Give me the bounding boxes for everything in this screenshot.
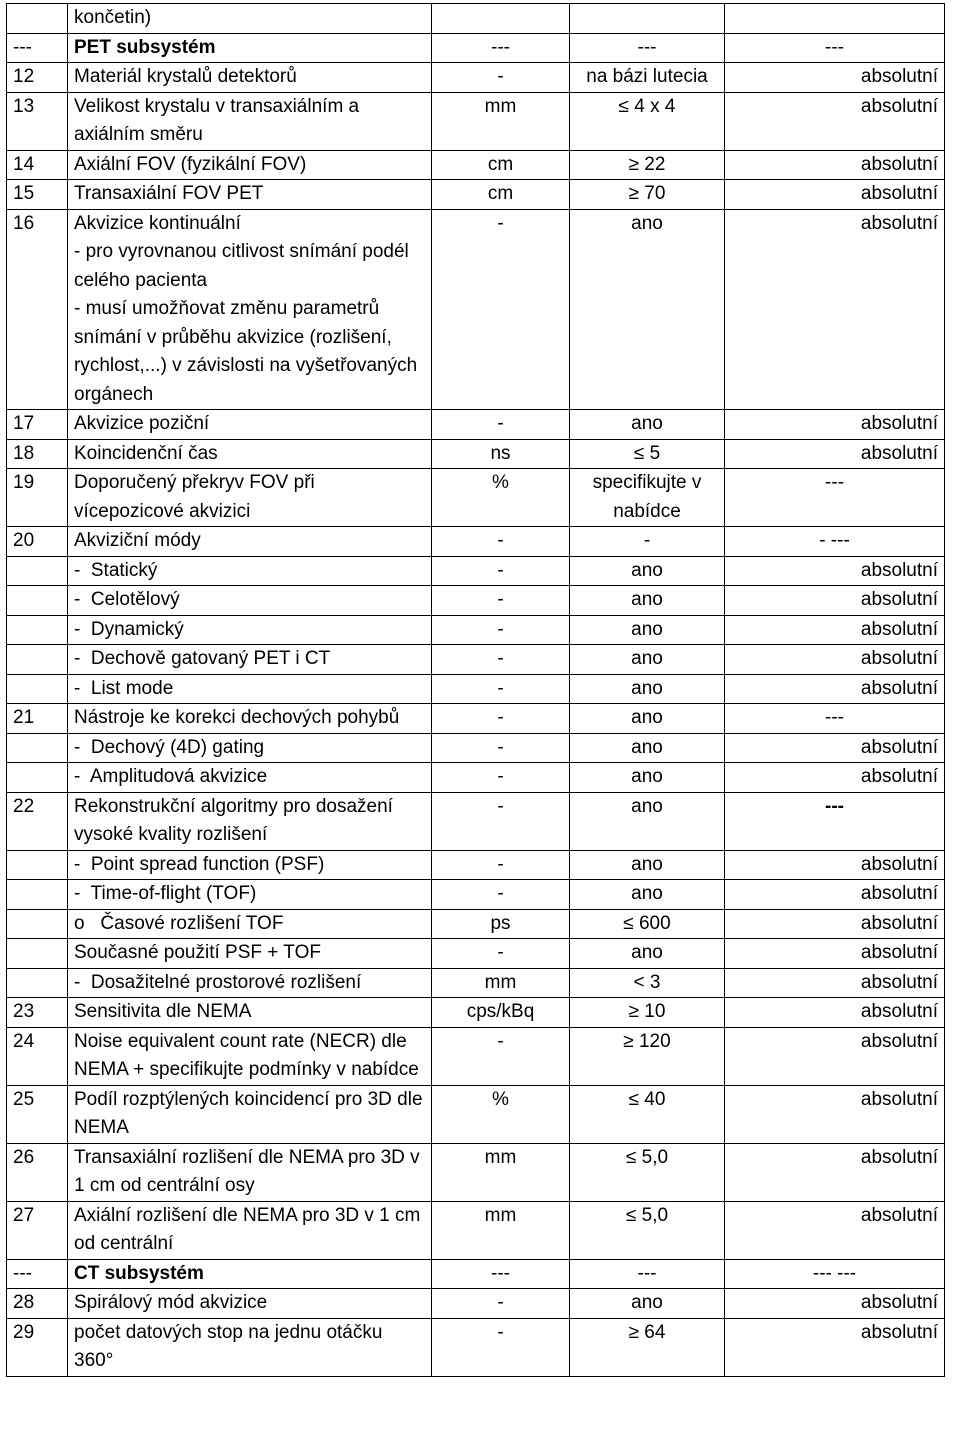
parameter-name-cell [68,763,432,793]
table-row [7,1289,945,1319]
parameter-name-cell [68,615,432,645]
unit-cell: mm [432,1143,570,1201]
requirement-type-cell: absolutní [725,63,945,93]
row-number-cell [7,586,68,616]
parameter-subnote: - pro vyrovnanou citlivost snímání podél celého pacienta [74,241,409,291]
parameter-name: - Time-of-flight (TOF) [74,883,257,904]
parameter-name-cell [68,674,432,704]
required-value-cell: ≤ 5,0 [570,1143,725,1201]
table-row [7,180,945,210]
parameter-name: - Amplitudová akvizice [74,766,268,787]
requirement-type-cell: absolutní [725,556,945,586]
parameter-name-cell [68,909,432,939]
unit-cell: cm [432,180,570,210]
requirement-type-cell: absolutní [725,880,945,910]
unit-cell: - [432,939,570,969]
parameter-name-cell [68,209,432,410]
requirement-type-cell: absolutní [725,439,945,469]
required-value-cell: ano [570,939,725,969]
requirement-type-cell: absolutní [725,410,945,440]
table-row [7,209,945,410]
parameter-name-cell [68,469,432,527]
requirement-type-cell [725,4,945,34]
parameter-name-cell [68,1259,432,1289]
parameter-name: - Dechově gatovaný PET i CT [74,648,331,669]
requirement-type-cell: absolutní [725,850,945,880]
table-subrow [7,586,945,616]
table-subrow [7,674,945,704]
requirement-type-cell: absolutní [725,209,945,410]
requirement-type-cell: absolutní [725,1201,945,1259]
required-value-cell: ≥ 70 [570,180,725,210]
table-row [7,527,945,557]
parameter-name: Koincidenční čas [74,442,218,464]
parameter-name-cell [68,410,432,440]
table-row [7,469,945,527]
unit-cell: - [432,556,570,586]
requirement-type-cell: absolutní [725,1085,945,1143]
parameter-name-cell [68,733,432,763]
requirement-type-cell: --- [725,33,945,63]
table-row [7,704,945,734]
unit-cell: - [432,704,570,734]
required-value-cell: ≤ 600 [570,909,725,939]
required-value-cell: ano [570,850,725,880]
parameter-name: Axiální rozlišení dle NEMA pro 3D v 1 cm od centrální [74,1204,421,1254]
parameter-name-cell [68,968,432,998]
parameter-name: Materiál krystalů detektorů [74,66,297,87]
required-value-cell: ano [570,615,725,645]
table-row [7,1085,945,1143]
required-value-cell: ano [570,792,725,850]
parameter-name-cell [68,556,432,586]
parameter-name: Rekonstrukční algoritmy pro dosažení vysoké kvality rozlišení [74,795,393,845]
requirement-type-cell: --- [725,469,945,527]
unit-cell: --- [432,33,570,63]
row-number-cell [7,909,68,939]
row-number-cell: 28 [7,1289,68,1319]
required-value-cell: ano [570,733,725,763]
requirement-type-cell: absolutní [725,909,945,939]
unit-cell: - [432,1318,570,1376]
table-row [7,1143,945,1201]
required-value-cell [570,4,725,34]
unit-cell: - [432,209,570,410]
unit-cell: --- [432,1259,570,1289]
requirement-type-cell: absolutní [725,763,945,793]
unit-cell: - [432,527,570,557]
required-value-cell: na bázi lutecia [570,63,725,93]
parameter-name: končetin) [74,7,152,28]
required-value-cell: ≥ 120 [570,1027,725,1085]
unit-cell: - [432,645,570,675]
parameter-name: Nástroje ke korekci dechových pohybů [74,707,400,728]
requirement-type-cell: absolutní [725,674,945,704]
parameter-name: PET subsystém [74,36,216,58]
parameter-name: o Časové rozlišení TOF [74,912,284,934]
table-row [7,1027,945,1085]
row-number-cell [7,733,68,763]
row-number-cell [7,968,68,998]
parameter-name-cell [68,850,432,880]
requirement-type-cell: --- [725,792,945,850]
parameter-name-cell [68,1027,432,1085]
unit-cell: - [432,674,570,704]
parameter-name: Transaxiální FOV PET [74,183,264,204]
table-row [7,63,945,93]
parameter-name: Noise equivalent count rate (NECR) dle NEMA + specifikujte podmínky v nabídce [74,1030,419,1080]
parameter-name: Akvizice poziční [74,413,210,434]
parameter-name-cell [68,1318,432,1376]
unit-cell: cm [432,150,570,180]
requirement-type-cell: absolutní [725,92,945,150]
row-number-cell: 13 [7,92,68,150]
row-number-cell: 27 [7,1201,68,1259]
parameter-name: Spirálový mód akvizice [74,1292,268,1313]
parameter-name: Sensitivita dle NEMA [74,1001,252,1022]
unit-cell: - [432,733,570,763]
table-row [7,998,945,1028]
parameter-name-cell [68,1143,432,1201]
parameter-name: - Statický [74,559,158,581]
parameter-name-cell [68,527,432,557]
unit-cell: - [432,1289,570,1319]
table-row [7,4,945,34]
parameter-name: CT subsystém [74,1262,204,1284]
parameter-name: - Point spread function (PSF) [74,853,325,875]
unit-cell: mm [432,92,570,150]
unit-cell: - [432,63,570,93]
row-number-cell [7,880,68,910]
row-number-cell: 24 [7,1027,68,1085]
required-value-cell: ano [570,704,725,734]
parameter-name: Akvizice kontinuální [74,212,241,234]
row-number-cell: 25 [7,1085,68,1143]
parameter-name: Doporučený překryv FOV při vícepozicové akvizici [74,472,315,522]
row-number-cell: 22 [7,792,68,850]
required-value-cell: ≥ 10 [570,998,725,1028]
requirement-type-cell: absolutní [725,968,945,998]
requirement-type-cell: absolutní [725,645,945,675]
parameter-name-cell [68,1289,432,1319]
parameter-name-cell [68,1201,432,1259]
required-value-cell: ano [570,556,725,586]
row-number-cell: 19 [7,469,68,527]
parameter-name-cell [68,792,432,850]
unit-cell: % [432,1085,570,1143]
parameter-name: Transaxiální rozlišení dle NEMA pro 3D v 1 cm od centrální osy [74,1146,420,1196]
required-value-cell: ano [570,880,725,910]
parameter-name-cell [68,998,432,1028]
parameter-name: Akviziční módy [74,530,201,551]
row-number-cell: --- [7,1259,68,1289]
unit-cell: - [432,586,570,616]
required-value-cell: ano [570,1289,725,1319]
requirement-type-cell: absolutní [725,1289,945,1319]
parameter-name: počet datových stop na jednu otáčku 360° [74,1321,383,1371]
table-subrow [7,880,945,910]
requirement-type-cell: absolutní [725,1143,945,1201]
row-number-cell [7,674,68,704]
required-value-cell: ≤ 5 [570,439,725,469]
required-value-cell: - [570,527,725,557]
parameter-name: Velikost krystalu v transaxiálním a axiálním směru [74,95,360,145]
table-subrow [7,909,945,939]
requirement-type-cell: absolutní [725,1027,945,1085]
unit-cell: - [432,850,570,880]
parameter-name-cell [68,586,432,616]
row-number-cell [7,556,68,586]
row-number-cell: 12 [7,63,68,93]
required-value-cell: --- [570,1259,725,1289]
parameter-name: - Celotělový [74,589,180,610]
row-number-cell [7,763,68,793]
parameter-name-cell [68,880,432,910]
row-number-cell: 14 [7,150,68,180]
row-number-cell [7,615,68,645]
row-number-cell: 21 [7,704,68,734]
requirement-type-cell: absolutní [725,586,945,616]
specification-table-body [7,4,945,1377]
table-subrow [7,733,945,763]
row-number-cell: 15 [7,180,68,210]
unit-cell: mm [432,1201,570,1259]
unit-cell: - [432,763,570,793]
row-number-cell: --- [7,33,68,63]
row-number-cell: 20 [7,527,68,557]
required-value-cell: ≤ 4 x 4 [570,92,725,150]
table-subrow [7,615,945,645]
parameter-name-cell [68,645,432,675]
parameter-name-cell [68,439,432,469]
parameter-name-cell [68,150,432,180]
required-value-cell: ano [570,763,725,793]
row-number-cell: 17 [7,410,68,440]
row-number-cell [7,850,68,880]
required-value-cell: ≥ 22 [570,150,725,180]
row-number-cell: 16 [7,209,68,410]
parameter-name: Podíl rozptýlených koincidencí pro 3D dle NEMA [74,1088,423,1138]
required-value-cell: ≤ 40 [570,1085,725,1143]
table-subrow [7,968,945,998]
required-value-cell: ano [570,645,725,675]
parameter-name-cell [68,33,432,63]
row-number-cell [7,4,68,34]
parameter-name-cell [68,4,432,34]
table-row [7,1318,945,1376]
required-value-cell: ano [570,674,725,704]
table-subrow [7,763,945,793]
required-value-cell: ano [570,586,725,616]
parameter-name: - List mode [74,677,174,699]
table-row [7,939,945,969]
required-value-cell: ≥ 64 [570,1318,725,1376]
parameter-name: - Dechový (4D) gating [74,736,265,758]
specification-table [6,3,945,1377]
table-subrow [7,556,945,586]
requirement-type-cell: --- --- [725,1259,945,1289]
requirement-type-cell: absolutní [725,1318,945,1376]
parameter-name-cell [68,1085,432,1143]
unit-cell: - [432,880,570,910]
required-value-cell: --- [570,33,725,63]
required-value-cell: ano [570,410,725,440]
parameter-name: - Dosažitelné prostorové rozlišení [74,971,362,993]
required-value-cell: < 3 [570,968,725,998]
unit-cell: - [432,615,570,645]
unit-cell: - [432,1027,570,1085]
requirement-type-cell: absolutní [725,180,945,210]
parameter-name-cell [68,63,432,93]
parameter-name-cell [68,180,432,210]
unit-cell: ns [432,439,570,469]
row-number-cell: 29 [7,1318,68,1376]
table-row [7,792,945,850]
requirement-type-cell: absolutní [725,150,945,180]
table-row [7,410,945,440]
requirement-type-cell: absolutní [725,733,945,763]
unit-cell: mm [432,968,570,998]
required-value-cell: ≤ 5,0 [570,1201,725,1259]
parameter-name: Současné použití PSF + TOF [74,942,321,963]
unit-cell: % [432,469,570,527]
table-row [7,150,945,180]
parameter-subnote: - musí umožňovat změnu parametrů snímání v průběhu akvizice (rozlišení, rychlost,...) v závislosti na vyšetřovaných orgánech [74,298,418,405]
section-header-row [7,33,945,63]
requirement-type-cell: absolutní [725,939,945,969]
requirement-type-cell: absolutní [725,998,945,1028]
unit-cell: - [432,410,570,440]
table-row [7,92,945,150]
unit-cell: cps/kBq [432,998,570,1028]
requirement-type-cell: --- [725,704,945,734]
unit-cell: ps [432,909,570,939]
unit-cell [432,4,570,34]
table-row [7,1201,945,1259]
parameter-name-cell [68,92,432,150]
required-value-cell: ano [570,209,725,410]
row-number-cell: 26 [7,1143,68,1201]
unit-cell: - [432,792,570,850]
requirement-type-cell: absolutní [725,615,945,645]
row-number-cell [7,645,68,675]
row-number-cell: 18 [7,439,68,469]
table-subrow [7,850,945,880]
parameter-name-cell [68,939,432,969]
row-number-cell [7,939,68,969]
row-number-cell: 23 [7,998,68,1028]
parameter-name: - Dynamický [74,618,184,640]
parameter-name-cell [68,704,432,734]
required-value-cell: specifikujte v nabídce [570,469,725,527]
table-row [7,439,945,469]
requirement-type-cell: - --- [725,527,945,557]
section-header-row [7,1259,945,1289]
parameter-name: Axiální FOV (fyzikální FOV) [74,153,307,175]
table-subrow [7,645,945,675]
